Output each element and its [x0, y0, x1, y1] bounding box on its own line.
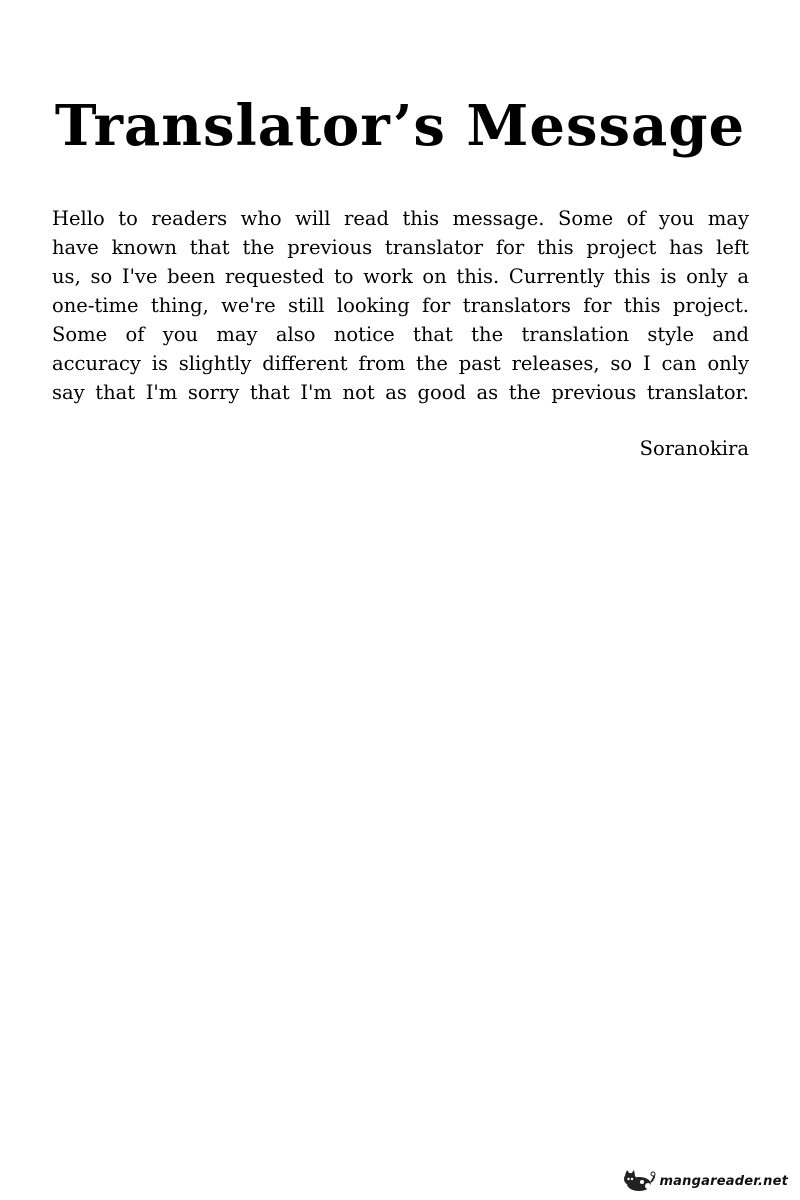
message-line: one-time thing, we're still looking for translators for this project. [52, 294, 749, 317]
signature: Soranokira [639, 437, 749, 460]
watermark-text: mangareader.net [659, 1173, 788, 1189]
message-line: say that I'm sorry that I'm not as good as the previous translator. [52, 381, 749, 404]
page-title: Translator’s Message [54, 93, 746, 159]
watermark [622, 1170, 788, 1192]
message-line: accuracy is slightly different from the past releases, so I can only [52, 352, 749, 375]
message-line: Some of you may also notice that the translation style and [52, 323, 749, 346]
message-line: Hello to readers who will read this message. Some of you may [52, 207, 749, 230]
message-line: have known that the previous translator for this project has left [52, 236, 749, 259]
cat-mascot-icon [622, 1170, 656, 1192]
message-body [52, 204, 749, 407]
message-line: us, so I've been requested to work on this. Currently this is only a [52, 265, 749, 288]
